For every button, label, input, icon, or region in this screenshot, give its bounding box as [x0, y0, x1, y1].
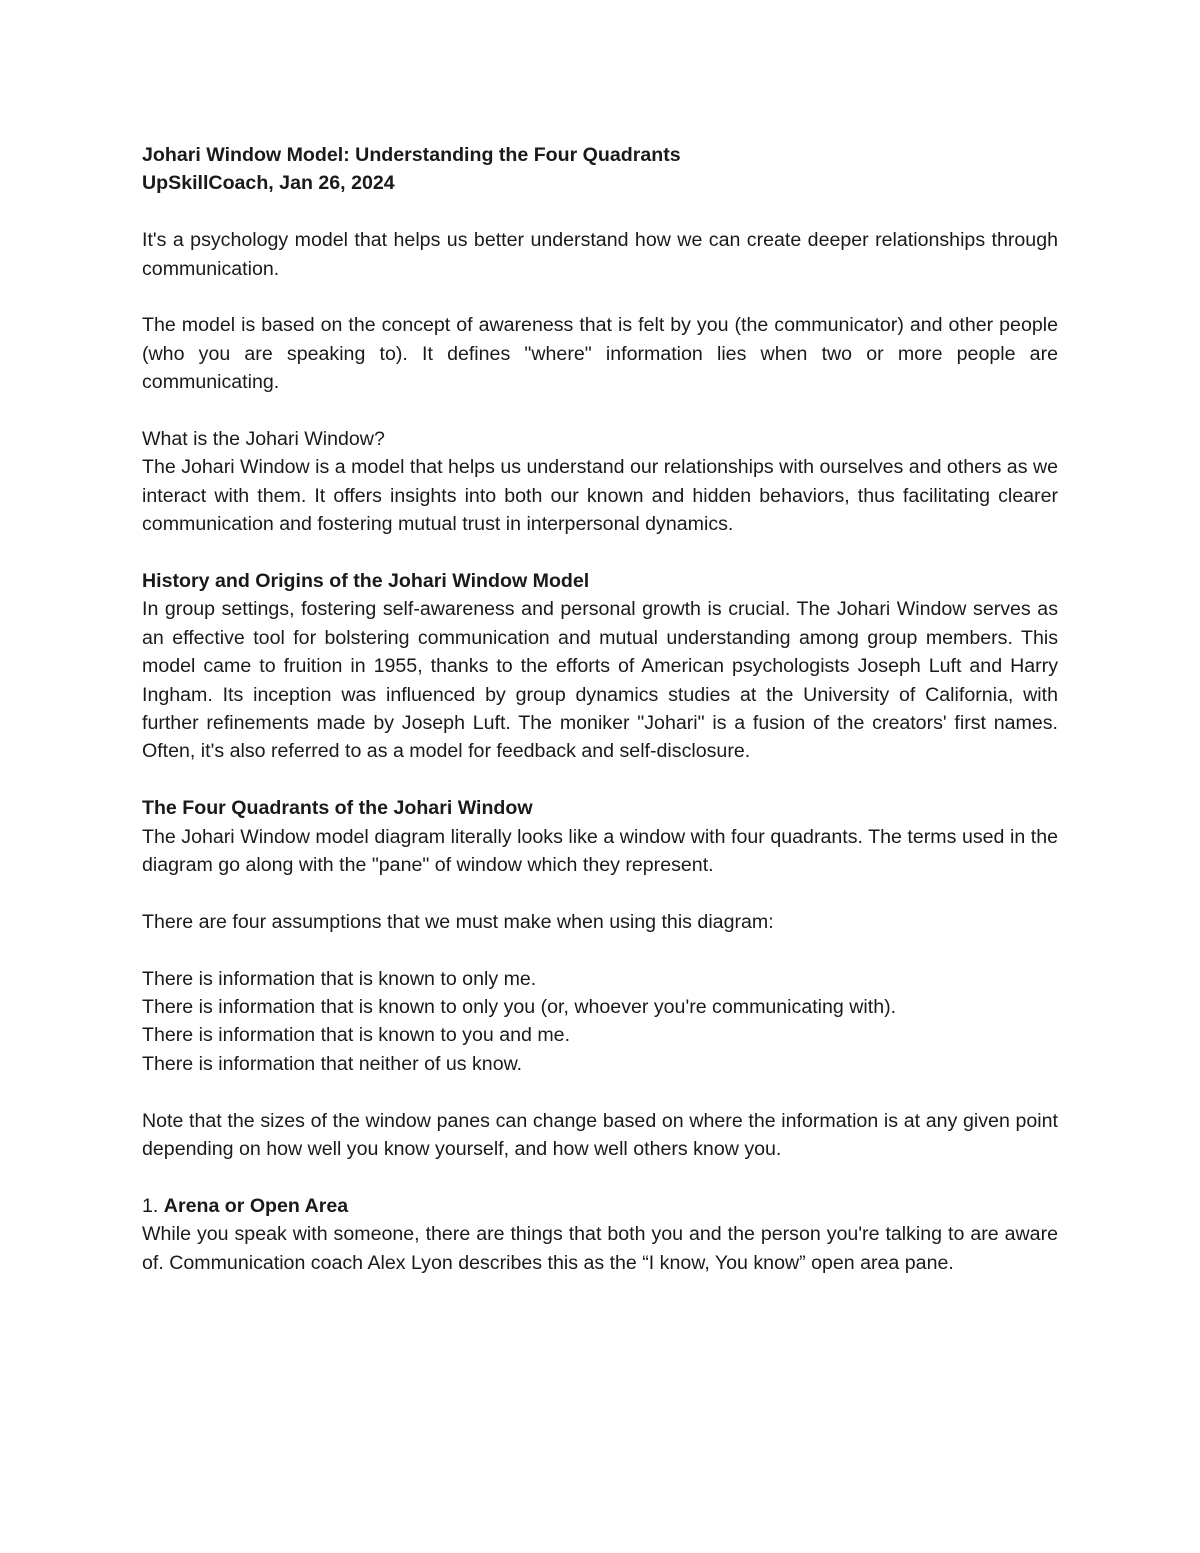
what-is-paragraph: The Johari Window is a model that helps us understand our relationships with ourselves and others as we interact with them. It offers insights into both our known and hidden behaviors, thus facilitating clearer communication and fostering mutual trust in interpersonal dynamics.: [142, 456, 1058, 536]
arena-paragraph: While you speak with someone, there are things that both you and the person you're talking to are aware of. Communication coach Alex Lyon describes this as the “I know, You know” open area pane.: [142, 1223, 1058, 1274]
document-byline: UpSkillCoach, Jan 26, 2024: [142, 172, 395, 195]
assumption-item: There is information that is known to only you (or, whoever you're communicating with).: [142, 996, 897, 1019]
intro-paragraph-2: The model is based on the concept of awareness that is felt by you (the communicator) and other people (who you are speaking to). It defines "where" information lies when two or more people are communicating.: [142, 314, 1058, 394]
quadrants-heading: The Four Quadrants of the Johari Window: [142, 797, 533, 820]
arena-number: 1.: [142, 1194, 164, 1217]
what-is-question: What is the Johari Window?: [142, 428, 385, 451]
assumptions-intro: There are four assumptions that we must make when using this diagram:: [142, 910, 774, 933]
history-paragraph: In group settings, fostering self-awareness and personal growth is crucial. The Johari Window serves as an effective tool for bolstering communication and mutual understanding among group members. This model came to fruition in 1955, thanks to the efforts of American psychologists Joseph Luft and Harry Ingham. Its inception was influenced by group dynamics studies at the University of California, with further refinements made by Joseph Luft. The moniker "Johari" is a fusion of the creators' first names. Often, it's also referred to as a model for feedback and self-disclosure.: [142, 598, 1058, 763]
history-heading: History and Origins of the Johari Window Model: [142, 570, 590, 593]
quadrants-paragraph: The Johari Window model diagram literally looks like a window with four quadrants. The terms used in the diagram go along with the "pane" of window which they represent.: [142, 825, 1058, 877]
assumption-item: There is information that is known to only me.: [142, 967, 537, 990]
assumption-item: There is information that is known to you and me.: [142, 1024, 571, 1047]
intro-paragraph-1: It's a psychology model that helps us better understand how we can create deeper relationships through communication.: [142, 229, 1058, 280]
arena-heading: Arena or Open Area: [163, 1194, 349, 1217]
arena-heading-line: [142, 1192, 1058, 1220]
assumption-item: There is information that neither of us know.: [142, 1052, 523, 1075]
note-paragraph: Note that the sizes of the window panes can change based on where the information is at any given point depending on how well you know yourself, and how well others know you.: [142, 1109, 1058, 1161]
document-page: [142, 141, 1058, 1277]
document-title: Johari Window Model: Understanding the Four Quadrants: [142, 144, 681, 166]
